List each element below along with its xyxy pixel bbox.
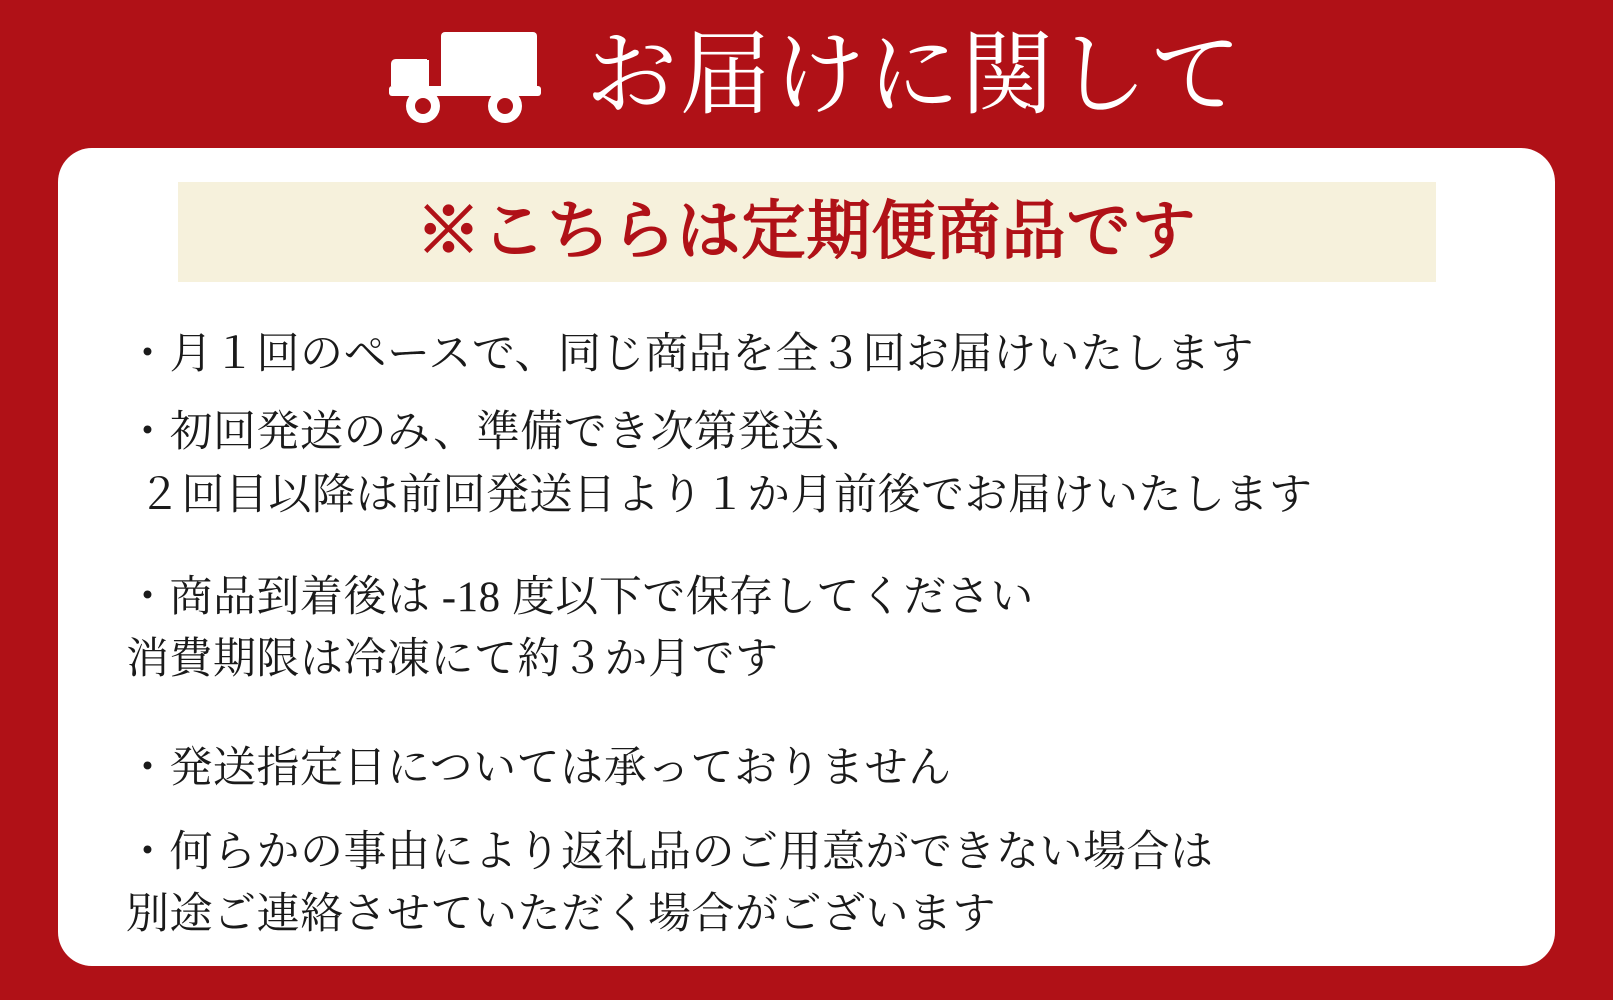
note-frequency: [98, 324, 1515, 386]
note-line: ２回目以降は前回発送日より１か月前後でお届けいたします: [138, 471, 1313, 519]
note-line: ・商品到着後は -18 度以下で保存してください: [126, 574, 1034, 622]
delivery-truck-icon: [379, 20, 559, 130]
info-card: [58, 148, 1555, 966]
page-title: お届けに関して: [585, 24, 1244, 126]
note-storage: [98, 567, 1515, 692]
subscription-highlight: [178, 182, 1436, 282]
note-line: ・発送指定日については承っておりません: [126, 744, 952, 792]
note-unavailable-contact: [98, 822, 1515, 947]
note-line: 消費期限は冷凍にて約３か月です: [126, 636, 779, 684]
note-line: ・月１回のペースで、同じ商品を全３回お届けいたします: [126, 331, 1254, 378]
banner-header: [0, 0, 1613, 150]
note-no-date-designation: [98, 738, 1515, 800]
note-line: ・何らかの事由により返礼品のご用意ができない場合は: [126, 829, 1214, 877]
note-line: ・初回発送のみ、準備でき次第発送、: [126, 409, 869, 457]
note-shipping-schedule: [98, 402, 1515, 527]
subscription-highlight-label: ※こちらは定期便商品です: [416, 196, 1197, 267]
notes-list: [98, 324, 1515, 947]
note-line: 別途ご連絡させていただく場合がございます: [126, 891, 996, 939]
